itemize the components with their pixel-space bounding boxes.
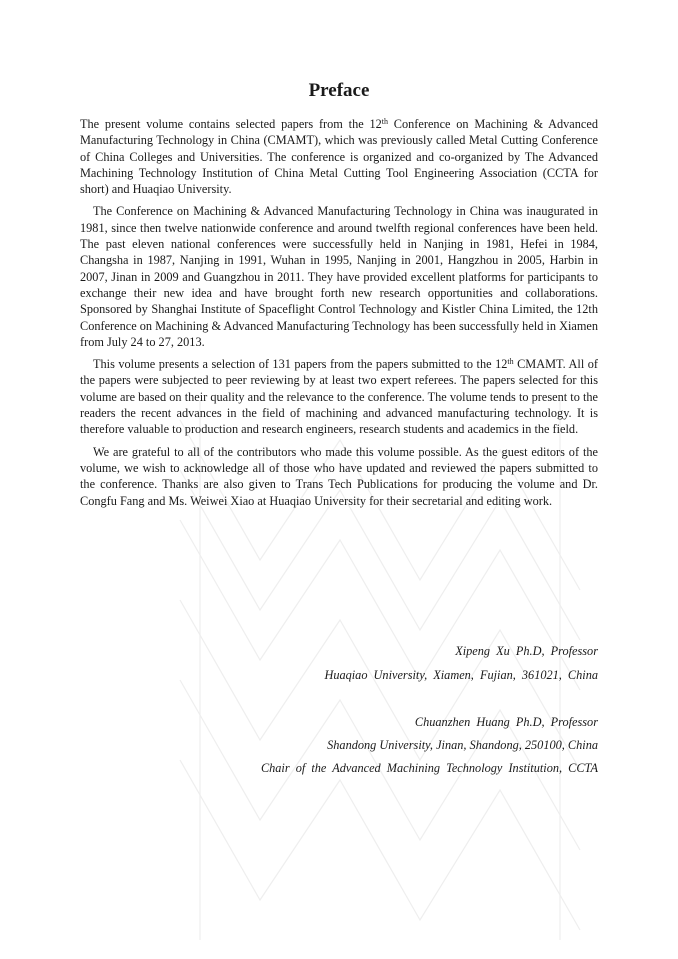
editor1-name: Xipeng Xu Ph.D, Professor	[455, 644, 598, 658]
editor2-name: Chuanzhen Huang Ph.D, Professor	[414, 715, 598, 729]
paragraph-intro-text-b: Conference on Machining & Advanced Manufacturing Technology in China (CMAMT), which was previously called Metal Cutting Conference of China Colleges and Universities. The conference is organized and co-organized by The Advanced Machining Technology Institution of China Metal Cutting Tool Engineering Association (CCTA for short) and Huaqiao University.	[80, 117, 598, 197]
paragraph-acknowledgements: We are grateful to all of the contributors who made this volume possible. As the guest editors of the volume, we wish to acknowledge all of those who have updated and reviewed the papers submitted to the conference. Thanks are also given to Trans Tech Publications for producing the volume and Dr. Congfu Fang and Ms. Weiwei Xiao at Huaqiao University for their secretarial and editing work.	[80, 444, 598, 508]
paragraph-intro-text-a: The present volume contains selected papers from the 12	[80, 117, 382, 131]
paragraph-intro	[80, 116, 598, 197]
editor2-affiliation: Shandong University, Jinan, Shandong, 250100, China	[327, 738, 598, 752]
superscript-th: th	[381, 117, 389, 126]
paragraph-volume	[80, 356, 598, 437]
superscript-th: th	[507, 357, 514, 367]
editor2-role: Chair of the Advanced Machining Technology Institution, CCTA	[260, 761, 598, 775]
preface-page	[80, 78, 598, 515]
paragraph-history: The Conference on Machining & Advanced Manufacturing Technology in China was inaugurated in 1981, since then twelve nationwide conference and around twelfth regional conferences have been held. The past eleven national conferences were successfully held in Nanjing in 1981, Hefei in 1984, Changsha in 1987, Nanjing in 1991, Wuhan in 1995, Nanjing in 2001, Hangzhou in 2005, Harbin in 2007, Jinan in 2009 and Guangzhou in 2011. They have provided excellent platforms for participants to exchange their new idea and have brought forth new research opportunities and collaborations. Sponsored by Shanghai Institute of Spaceflight Control Technology and Kistler China Limited, the 12th Conference on Machining & Advanced Manufacturing Technology has been successfully held in Xiamen from July 24 to 27, 2013.	[80, 204, 598, 349]
paragraph-volume-text-a: This volume presents a selection of 131 papers from the papers submitted to the 12	[93, 357, 508, 372]
page-title: Preface	[308, 80, 370, 101]
editor1-affiliation: Huaqiao University, Xiamen, Fujian, 361021, China	[324, 668, 598, 682]
paragraph-volume-text-b: CMAMT. All of the papers were subjected to peer reviewing by at least two expert referees. The papers selected for this volume are based on their quality and the relevance to the conference. The volume tends to present to the readers the recent advances in the field of machining and advanced manufacturing technology. It is therefore valuable to production and research engineers, research students and academics in the field.	[80, 357, 599, 437]
